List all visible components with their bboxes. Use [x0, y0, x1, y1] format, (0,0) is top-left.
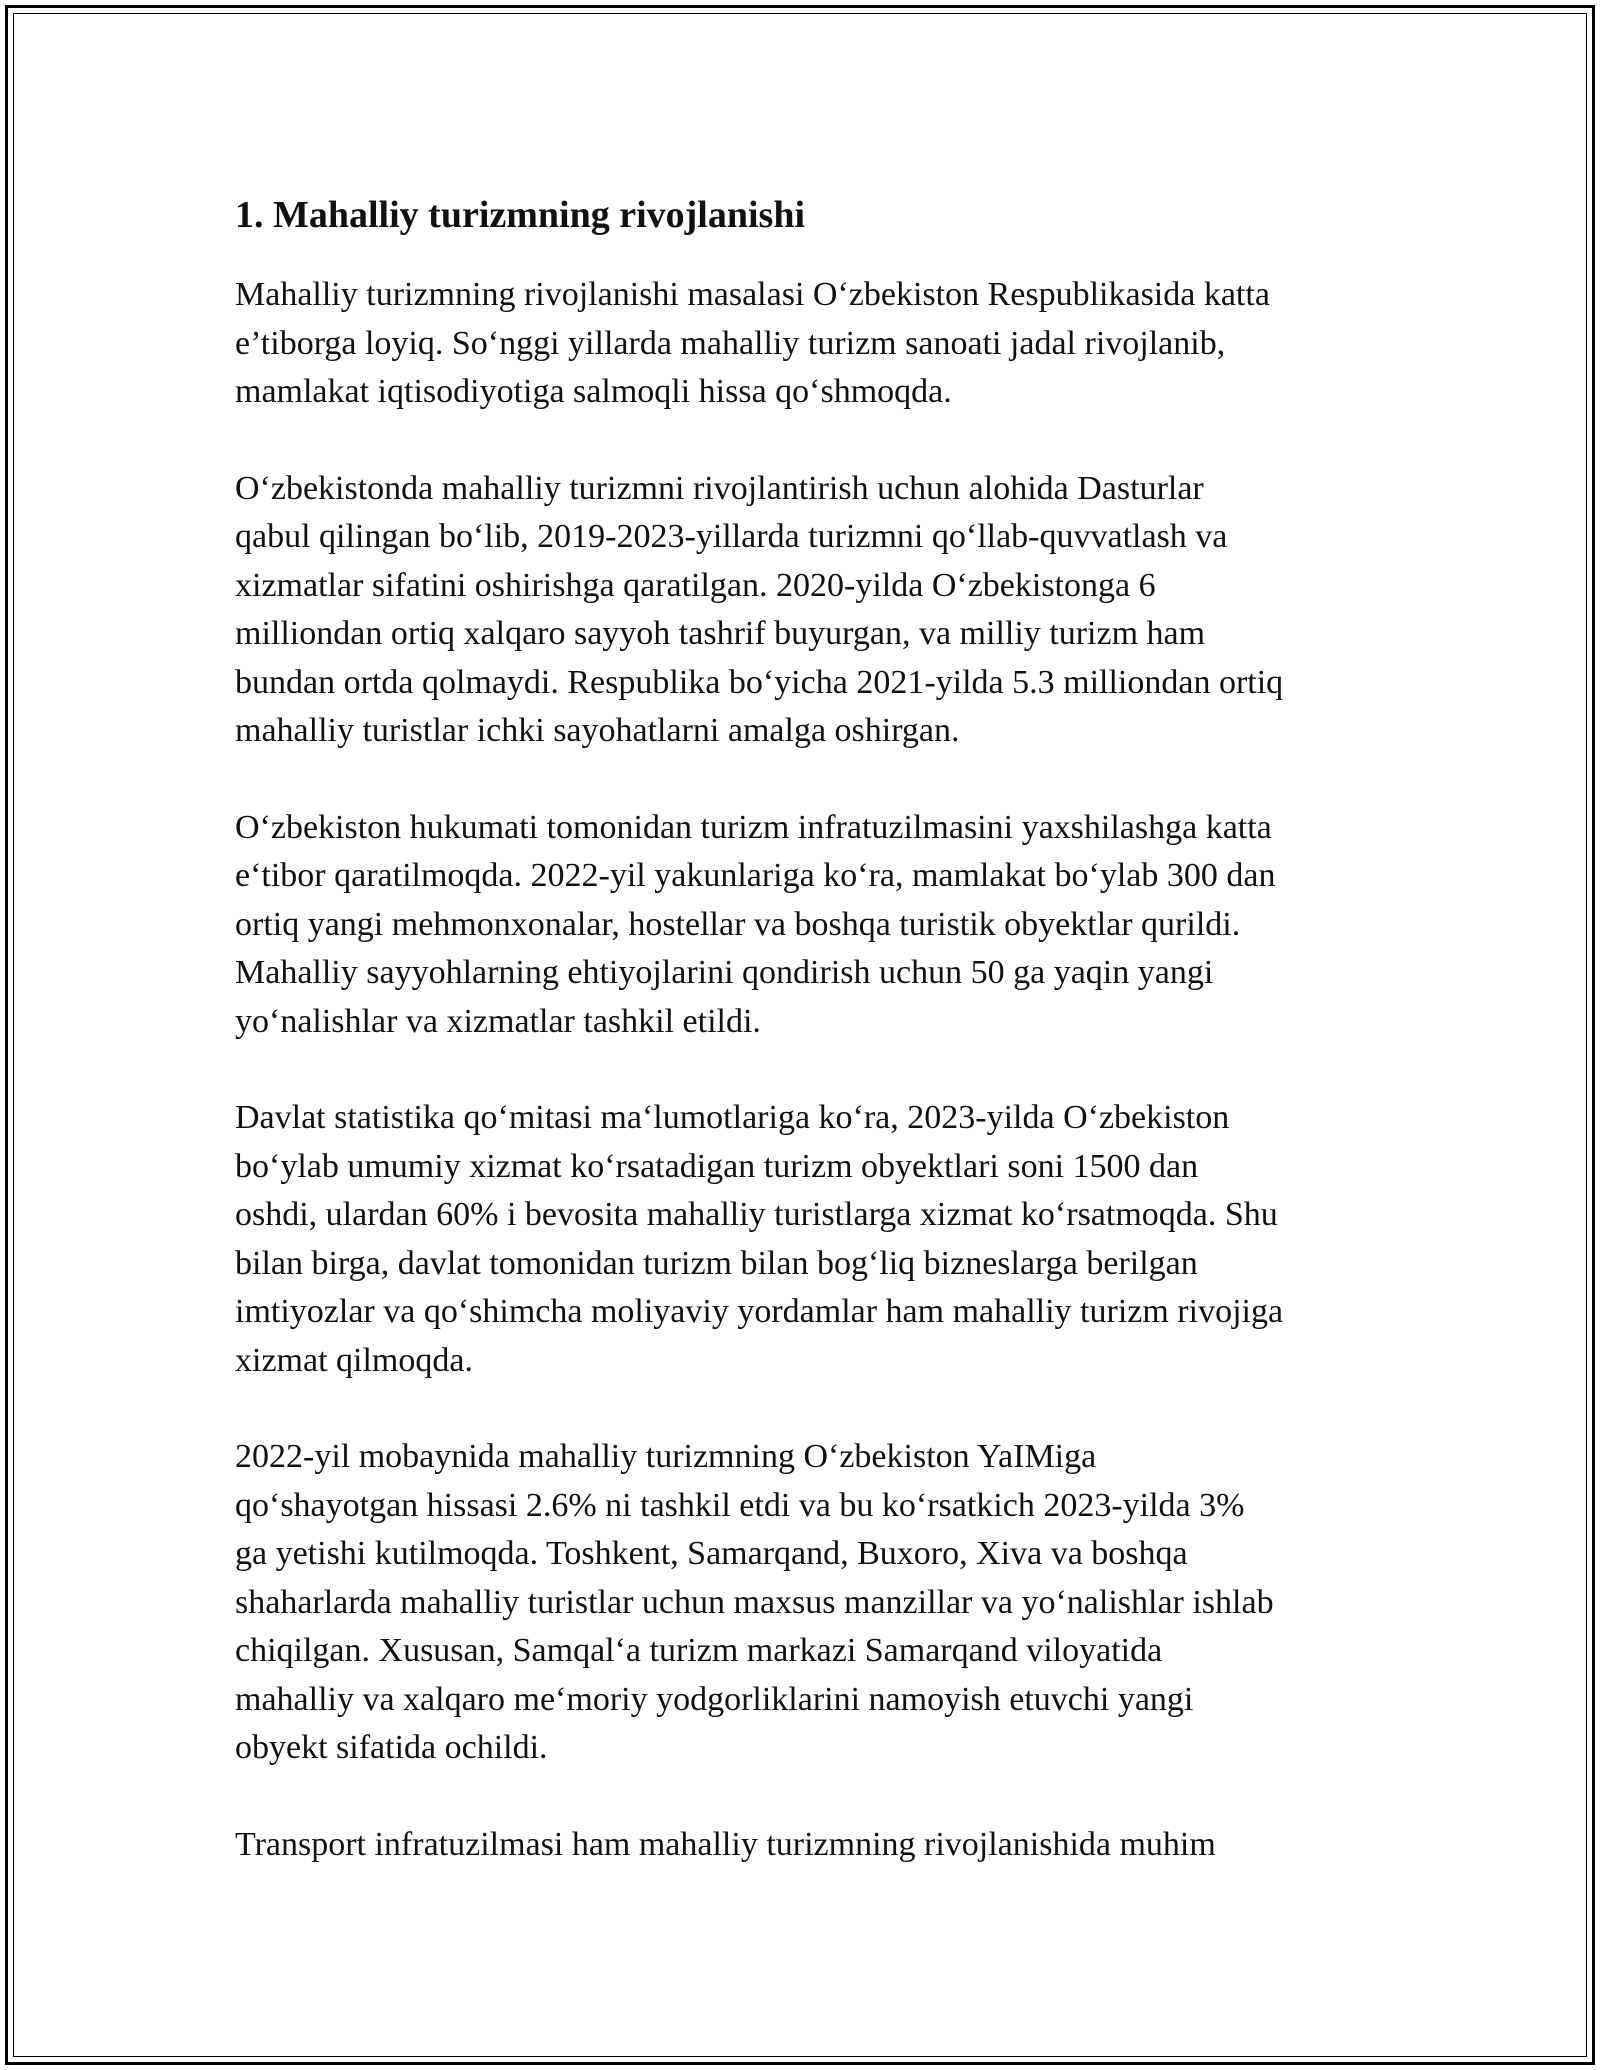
paragraph-line: e‘tibor qaratilmoqda. 2022-yil yakunlariga ko‘ra, mamlakat bo‘ylab 300 dan [235, 857, 1276, 894]
paragraph-line: Davlat statistika qo‘mitasi ma‘lumotlariga ko‘ra, 2023-yilda O‘zbekiston [235, 1099, 1230, 1136]
paragraph [235, 271, 1370, 417]
paragraph-line: e’tiborga loyiq. So‘nggi yillarda mahalliy turizm sanoati jadal rivojlanib, [235, 324, 1226, 362]
paragraph-line: mahalliy turistlar ichki sayohatlarni amalga oshirgan. [235, 712, 960, 749]
paragraph-line: mahalliy va xalqaro me‘moriy yodgorliklarini namoyish etuvchi yangi [235, 1680, 1194, 1718]
paragraph-line: obyekt sifatida ochildi. [235, 1729, 548, 1766]
paragraph-line: yo‘nalishlar va xizmatlar tashkil etildi. [235, 1002, 761, 1040]
paragraph [235, 1821, 1370, 1870]
paragraph-line: ga yetishi kutilmoqda. Toshkent, Samarqand, Buxoro, Xiva va boshqa [235, 1535, 1188, 1572]
paragraph [235, 804, 1370, 1047]
paragraph-line: qabul qilingan bo‘lib, 2019-2023-yillarda turizmni qo‘llab-quvvatlash va [235, 518, 1228, 555]
paragraph-line: ortiq yangi mehmonxonalar, hostellar va boshqa turistik obyektlar qurildi. [235, 905, 1241, 943]
paragraph-line: O‘zbekiston hukumati tomonidan turizm infratuzilmasini yaxshilashga katta [235, 808, 1272, 846]
paragraph-line: xizmatlar sifatini oshirishga qaratilgan. 2020-yilda O‘zbekistonga 6 [235, 566, 1156, 604]
paragraph-line: mamlakat iqtisodiyotiga salmoqli hissa qo‘shmoqda. [235, 373, 952, 410]
section-title: 1. Mahalliy turizmning rivojlanishi [235, 194, 806, 236]
paragraph-line: bo‘ylab umumiy xizmat ko‘rsatadigan turizm obyektlari soni 1500 dan [235, 1147, 1199, 1185]
paragraph-line: xizmat qilmoqda. [235, 1341, 473, 1379]
paragraph-line: 2022-yil mobaynida mahalliy turizmning O‘zbekiston YaIMiga [235, 1438, 1097, 1475]
paragraph-line: chiqilgan. Xususan, Samqal‘a turizm markazi Samarqand viloyatida [235, 1632, 1163, 1669]
paragraph-line: qo‘shayotgan hissasi 2.6% ni tashkil etdi va bu ko‘rsatkich 2023-yilda 3% [235, 1486, 1245, 1524]
paragraph-line: Mahalliy sayyohlarning ehtiyojlarini qondirish uchun 50 ga yaqin yangi [235, 954, 1214, 991]
paragraph-line: imtiyozlar va qo‘shimcha moliyaviy yordamlar ham mahalliy turizm rivojiga [235, 1293, 1284, 1330]
paragraph-list [235, 271, 1370, 1869]
paragraph [235, 1433, 1370, 1773]
paragraph-line: bilan birga, davlat tomonidan turizm bilan bog‘liq bizneslarga berilgan [235, 1244, 1198, 1282]
paragraph-line: Transport infratuzilmasi ham mahalliy turizmning rivojlanishida muhim [235, 1825, 1216, 1863]
paragraph [235, 465, 1370, 756]
paragraph-line: shaharlarda mahalliy turistlar uchun maxsus manzillar va yo‘nalishlar ishlab [235, 1583, 1274, 1621]
paragraph-line: Mahalliy turizmning rivojlanishi masalasi O‘zbekiston Respublikasida katta [235, 276, 1270, 313]
paragraph-line: oshdi, ulardan 60% i bevosita mahalliy turistlarga xizmat ko‘rsatmoqda. Shu [235, 1196, 1278, 1233]
paragraph-line: milliondan ortiq xalqaro sayyoh tashrif buyurgan, va milliy turizm ham [235, 615, 1206, 652]
paragraph [235, 1094, 1370, 1385]
document-body [235, 185, 1370, 1917]
paragraph-line: bundan ortda qolmaydi. Respublika bo‘yicha 2021-yilda 5.3 milliondan ortiq [235, 663, 1284, 701]
paragraph-line: O‘zbekistonda mahalliy turizmni rivojlantirish uchun alohida Dasturlar [235, 469, 1204, 507]
